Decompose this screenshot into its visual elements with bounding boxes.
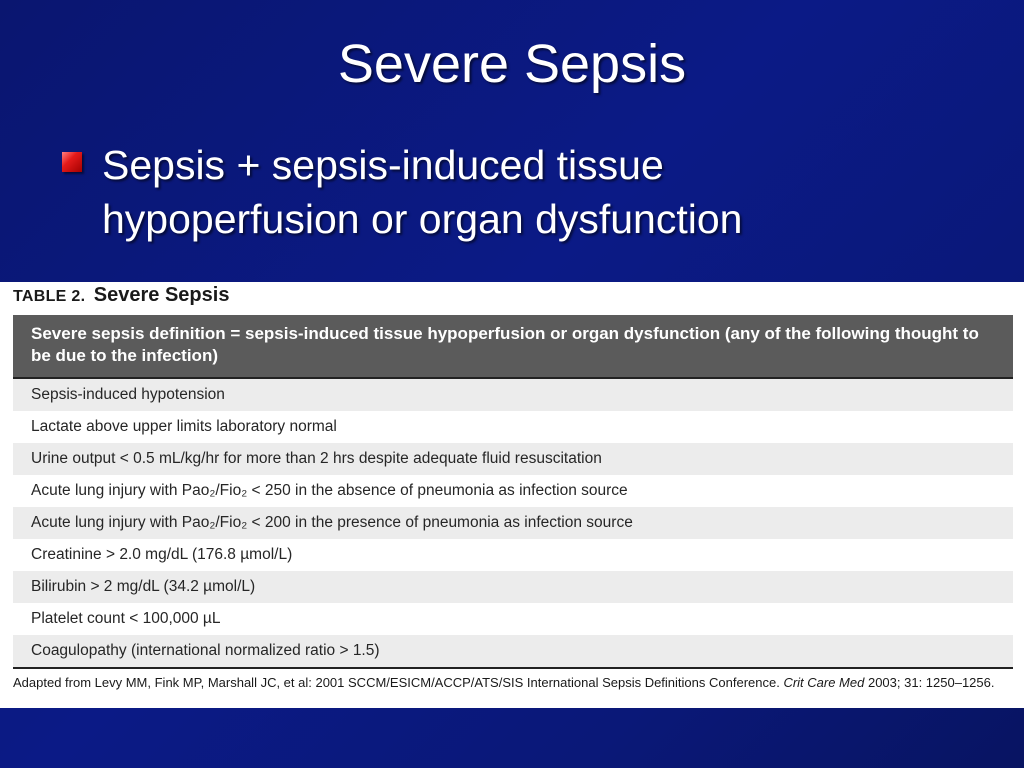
table-row: Coagulopathy (international normalized ratio > 1.5): [13, 635, 1013, 669]
table-panel: [0, 282, 1024, 708]
table-name: Severe Sepsis: [93, 284, 230, 306]
table-row: Urine output < 0.5 mL/kg/hr for more than 2 hrs despite adequate fluid resuscitation: [13, 443, 1013, 475]
bullet-text: [102, 138, 922, 246]
table-row: Creatinine > 2.0 mg/dL (176.8 µmol/L): [31, 546, 293, 563]
table-header-text: Severe sepsis definition = sepsis-induced tissue hypoperfusion or organ dysfunction (any of the following thought to be due to the infection): [31, 324, 979, 365]
table-body: [13, 379, 1013, 669]
table-caption: [13, 284, 229, 314]
table-row: Acute lung injury with Pao₂/Fio₂ < 250 in the absence of pneumonia as infection source: [31, 482, 628, 499]
table-number: TABLE 2.: [13, 288, 86, 305]
footnote-tail: 2003; 31: 1250–1256.: [864, 675, 995, 690]
footnote-main: Adapted from Levy MM, Fink MP, Marshall JC, et al: 2001 SCCM/ESICM/ACCP/ATS/SIS International Sepsis Definitions Conference.: [13, 675, 784, 690]
table-row: Bilirubin > 2 mg/dL (34.2 µmol/L): [13, 571, 1013, 603]
table-header: [13, 315, 1013, 379]
footnote-journal: Crit Care Med: [783, 675, 865, 690]
table-footnote: [13, 674, 1013, 691]
table-row: Lactate above upper limits laboratory normal: [31, 418, 337, 435]
red-square-bullet-icon: [62, 152, 82, 172]
bullet-line-2: hypoperfusion or organ dysfunction: [102, 196, 743, 242]
bullet-line-1: Sepsis + sepsis-induced tissue: [102, 142, 664, 188]
slide-title: Severe Sepsis: [337, 34, 687, 94]
table-row: Platelet count < 100,000 µL: [31, 610, 221, 627]
table-row: Sepsis-induced hypotension: [13, 379, 1013, 411]
table-row: Acute lung injury with Pao₂/Fio₂ < 200 in the presence of pneumonia as infection source: [13, 507, 1013, 539]
